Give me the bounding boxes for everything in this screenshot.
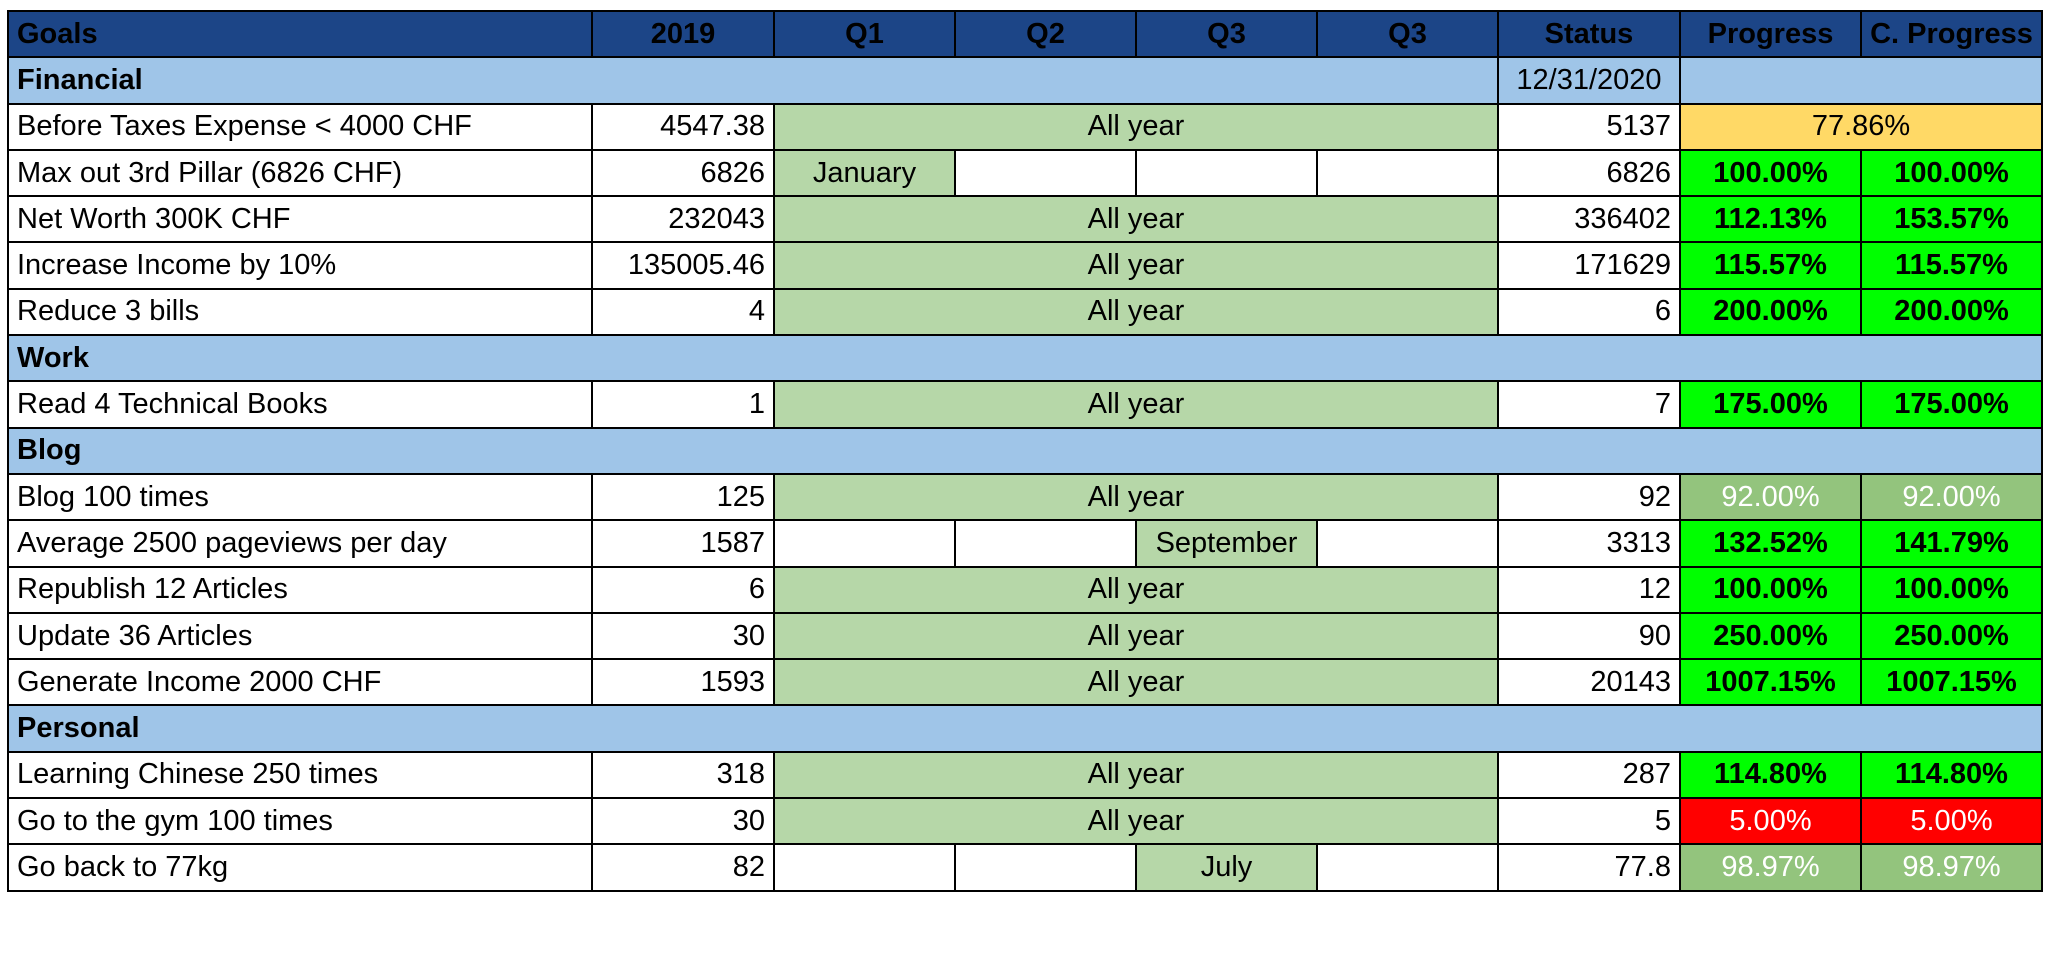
progress-cell[interactable]: 92.00% — [1680, 474, 1861, 520]
value-2019-cell[interactable]: 82 — [592, 844, 774, 890]
c-progress-cell[interactable]: 114.80% — [1861, 752, 2042, 798]
goal-cell[interactable]: Max out 3rd Pillar (6826 CHF) — [8, 150, 592, 196]
progress-cell[interactable]: 100.00% — [1680, 567, 1861, 613]
table-row — [8, 150, 2042, 196]
progress-cell[interactable]: 132.52% — [1680, 520, 1861, 566]
header-q3[interactable]: Q3 — [1136, 11, 1317, 57]
period-cell[interactable]: All year — [774, 659, 1498, 705]
goal-cell[interactable]: Net Worth 300K CHF — [8, 196, 592, 242]
empty-cell[interactable] — [1317, 844, 1498, 890]
progress-cell[interactable]: 98.97% — [1680, 844, 1861, 890]
c-progress-cell[interactable]: 153.57% — [1861, 196, 2042, 242]
period-cell[interactable]: All year — [774, 104, 1498, 150]
period-cell[interactable]: July — [1136, 844, 1317, 890]
value-2019-cell[interactable]: 4547.38 — [592, 104, 774, 150]
goal-cell[interactable]: Increase Income by 10% — [8, 242, 592, 288]
table-row — [8, 752, 2042, 798]
period-cell[interactable]: All year — [774, 798, 1498, 844]
section-title[interactable]: Financial — [8, 57, 1498, 103]
period-cell[interactable]: All year — [774, 381, 1498, 427]
header-q1[interactable]: Q1 — [774, 11, 955, 57]
goal-cell[interactable]: Republish 12 Articles — [8, 567, 592, 613]
goals-table — [7, 10, 2043, 892]
section-title[interactable]: Work — [8, 335, 2042, 381]
empty-cell[interactable] — [774, 520, 955, 566]
goal-cell[interactable]: Read 4 Technical Books — [8, 381, 592, 427]
progress-cell[interactable]: 5.00% — [1680, 798, 1861, 844]
status-cell[interactable]: 5137 — [1498, 104, 1680, 150]
c-progress-cell[interactable]: 115.57% — [1861, 242, 2042, 288]
value-2019-cell[interactable]: 4 — [592, 289, 774, 335]
progress-cell[interactable]: 114.80% — [1680, 752, 1861, 798]
table-row — [8, 844, 2042, 890]
empty-cell[interactable] — [955, 520, 1136, 566]
section-personal — [8, 705, 2042, 751]
value-2019-cell[interactable]: 135005.46 — [592, 242, 774, 288]
period-cell[interactable]: All year — [774, 752, 1498, 798]
empty-cell[interactable] — [1317, 150, 1498, 196]
section-title[interactable]: Personal — [8, 705, 2042, 751]
header-c-progress[interactable]: C. Progress — [1861, 11, 2042, 57]
period-cell[interactable]: All year — [774, 196, 1498, 242]
status-cell[interactable]: 5 — [1498, 798, 1680, 844]
header-goals[interactable]: Goals — [8, 11, 592, 57]
value-2019-cell[interactable]: 232043 — [592, 196, 774, 242]
progress-cell[interactable]: 1007.15% — [1680, 659, 1861, 705]
table-row — [8, 381, 2042, 427]
c-progress-cell[interactable]: 98.97% — [1861, 844, 2042, 890]
value-2019-cell[interactable]: 1593 — [592, 659, 774, 705]
progress-cell[interactable]: 250.00% — [1680, 613, 1861, 659]
status-cell[interactable]: 90 — [1498, 613, 1680, 659]
empty-cell[interactable] — [955, 150, 1136, 196]
value-2019-cell[interactable]: 318 — [592, 752, 774, 798]
status-cell[interactable]: 6826 — [1498, 150, 1680, 196]
value-2019-cell[interactable]: 30 — [592, 798, 774, 844]
header-q3-second[interactable]: Q3 — [1317, 11, 1498, 57]
c-progress-cell[interactable]: 200.00% — [1861, 289, 2042, 335]
empty-cell[interactable] — [1136, 150, 1317, 196]
status-date[interactable]: 12/31/2020 — [1498, 57, 1680, 103]
table-row — [8, 567, 2042, 613]
progress-cell[interactable]: 200.00% — [1680, 289, 1861, 335]
section-empty[interactable] — [1680, 57, 2042, 103]
goal-cell[interactable]: Go to the gym 100 times — [8, 798, 592, 844]
progress-cell[interactable]: 112.13% — [1680, 196, 1861, 242]
table-row — [8, 196, 2042, 242]
value-2019-cell[interactable]: 1 — [592, 381, 774, 427]
period-cell[interactable]: All year — [774, 242, 1498, 288]
status-cell[interactable]: 12 — [1498, 567, 1680, 613]
header-2019[interactable]: 2019 — [592, 11, 774, 57]
empty-cell[interactable] — [1317, 520, 1498, 566]
value-2019-cell[interactable]: 30 — [592, 613, 774, 659]
goal-cell[interactable]: Blog 100 times — [8, 474, 592, 520]
table-row — [8, 613, 2042, 659]
table-row — [8, 474, 2042, 520]
progress-cell[interactable]: 175.00% — [1680, 381, 1861, 427]
c-progress-cell[interactable]: 141.79% — [1861, 520, 2042, 566]
table-row — [8, 289, 2042, 335]
section-financial — [8, 57, 2042, 103]
status-cell[interactable]: 20143 — [1498, 659, 1680, 705]
empty-cell[interactable] — [774, 844, 955, 890]
table-row — [8, 242, 2042, 288]
value-2019-cell[interactable]: 125 — [592, 474, 774, 520]
goal-cell[interactable]: Reduce 3 bills — [8, 289, 592, 335]
progress-cell[interactable]: 115.57% — [1680, 242, 1861, 288]
goal-cell[interactable]: Learning Chinese 250 times — [8, 752, 592, 798]
section-title[interactable]: Blog — [8, 428, 2042, 474]
section-blog — [8, 428, 2042, 474]
status-cell[interactable]: 77.8 — [1498, 844, 1680, 890]
period-cell[interactable]: All year — [774, 474, 1498, 520]
header-row — [8, 11, 2042, 57]
period-cell[interactable]: All year — [774, 567, 1498, 613]
status-cell[interactable]: 171629 — [1498, 242, 1680, 288]
table-row — [8, 520, 2042, 566]
progress-cell[interactable]: 100.00% — [1680, 150, 1861, 196]
empty-cell[interactable] — [955, 844, 1136, 890]
goal-cell[interactable]: Generate Income 2000 CHF — [8, 659, 592, 705]
value-2019-cell[interactable]: 6 — [592, 567, 774, 613]
c-progress-cell[interactable]: 175.00% — [1861, 381, 2042, 427]
goal-cell[interactable]: Average 2500 pageviews per day — [8, 520, 592, 566]
period-cell[interactable]: January — [774, 150, 955, 196]
period-cell[interactable]: All year — [774, 289, 1498, 335]
c-progress-cell[interactable]: 1007.15% — [1861, 659, 2042, 705]
period-cell[interactable]: All year — [774, 613, 1498, 659]
c-progress-cell[interactable]: 250.00% — [1861, 613, 2042, 659]
status-cell[interactable]: 6 — [1498, 289, 1680, 335]
status-cell[interactable]: 92 — [1498, 474, 1680, 520]
table-row — [8, 659, 2042, 705]
table-row — [8, 798, 2042, 844]
status-cell[interactable]: 336402 — [1498, 196, 1680, 242]
c-progress-cell[interactable]: 100.00% — [1861, 150, 2042, 196]
status-cell[interactable]: 287 — [1498, 752, 1680, 798]
table-row — [8, 104, 2042, 150]
c-progress-cell[interactable]: 100.00% — [1861, 567, 2042, 613]
progress-cell[interactable]: 77.86% — [1680, 104, 2042, 150]
c-progress-cell[interactable]: 92.00% — [1861, 474, 2042, 520]
period-cell[interactable]: September — [1136, 520, 1317, 566]
goal-cell[interactable]: Before Taxes Expense < 4000 CHF — [8, 104, 592, 150]
c-progress-cell[interactable]: 5.00% — [1861, 798, 2042, 844]
status-cell[interactable]: 7 — [1498, 381, 1680, 427]
header-q2[interactable]: Q2 — [955, 11, 1136, 57]
value-2019-cell[interactable]: 6826 — [592, 150, 774, 196]
goal-cell[interactable]: Update 36 Articles — [8, 613, 592, 659]
goal-cell[interactable]: Go back to 77kg — [8, 844, 592, 890]
section-work — [8, 335, 2042, 381]
status-cell[interactable]: 3313 — [1498, 520, 1680, 566]
value-2019-cell[interactable]: 1587 — [592, 520, 774, 566]
header-progress[interactable]: Progress — [1680, 11, 1861, 57]
header-status[interactable]: Status — [1498, 11, 1680, 57]
